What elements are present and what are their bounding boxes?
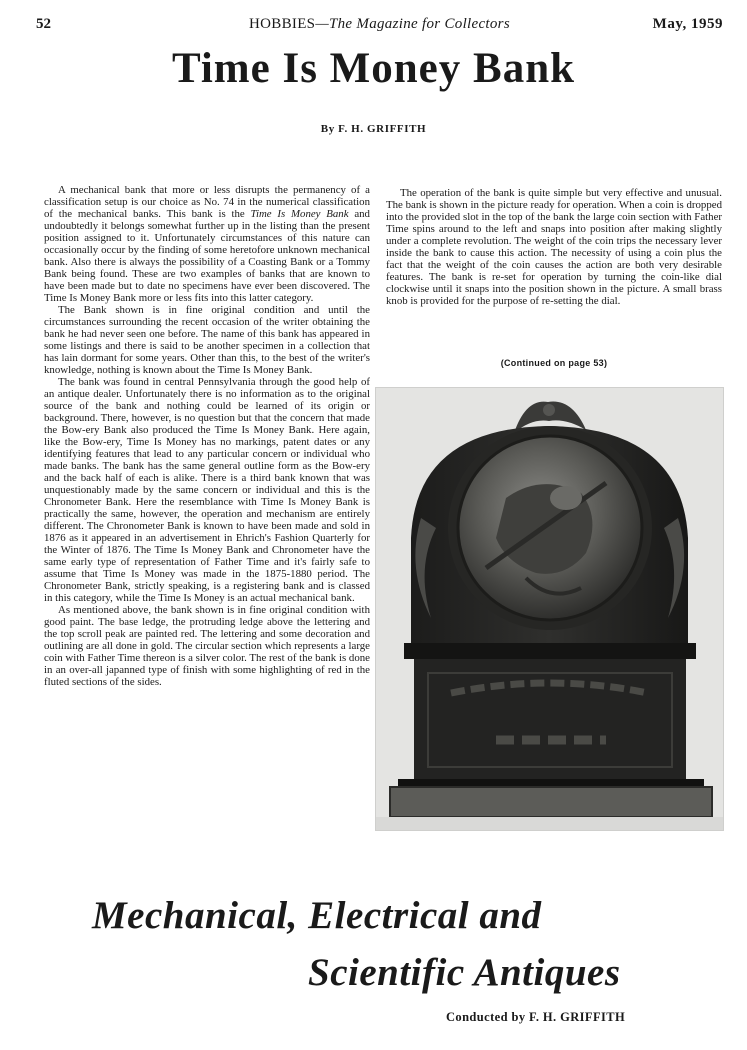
paragraph-text: and undoubtedly it belongs somewhat further up in the listing than the present position assigned to it. Unfortunately circumstances of this nature can occasionally occur by the finding of some heretofore unknown mechanical bank. Also there is always the possibility of a Coasting Bank or a Tommy Bank being found. These are two examples of banks that are known to have been made but to date no specimens have ever been discovered. The Time Is Money Bank more or less fits into this latter category. [44,208,370,304]
left-column [44,184,370,688]
paragraph-text: A mechanical bank that more or less disrupts the permanency of a classification setup is our choice as No. 74 in the numerical classification of the mechanical banks. This bank is the [44,184,370,220]
bank-name-emphasis: Time Is Money Bank [250,208,349,220]
continued-note: (Continued on page 53) [500,358,608,368]
page-number: 52 [36,16,51,32]
magazine-title: HOBBIES [249,16,316,32]
article-paragraph [44,184,370,304]
magazine-tagline: —The Magazine for Collectors [315,16,510,32]
article-title: Time Is Money Bank [171,45,576,92]
section-title-line-1: Mechanical, Electrical and [92,894,542,937]
section-title-line-2: Scientific Antiques [308,951,621,994]
article-paragraph: The bank was found in central Pennsylvania through the good help of an antique dealer. Unfortunately there is no information as to the original source of the bank and nothing could be learned of its origin or background. There, however, is no question but that the concern that made the Bow-ery Bank also produced the Time Is Money Bank. Here again, like the Bow-ery, Time Is Money has no markings, patent dates or any identifying features that lead to any particular concern or individual who made banks. The bank has the same general outline form as the Bow-ery and the back half of each is alike. There is a third bank known that was unquestionably made by the same concern or individual and this is the Chronometer Bank. Here the resemblance with Time Is Money Bank is practically the same, however, the operation and mechanism are entirely different. The Chronometer Bank is known to have been made and sold in 1876 as it appeared in an advertisement in Ehrich's Fashion Quarterly for the Winter of 1876. The Time Is Money Bank and Chronometer have the same early type of representation of Father Time and it's fairly safe to assume that Time Is Money was made in the 1875-1880 period. The Chronometer Bank, strictly speaking, is a registering bank and is classed in this category, while the Time Is Money is an actual mechanical bank. [44,376,370,604]
article-paragraph: As mentioned above, the bank shown is in fine original condition with good paint. The base ledge, the protruding ledge above the lettering and the top scroll peak are painted red. The lettering and some decoration and outlining are all done in gold. The circular section which represents a large coin with Father Time thereon is a silver color. The rest of the bank is done in an over-all japanned type of finish with some highlighting of red in the fluted sections of the sides. [44,604,370,688]
article-paragraph: The operation of the bank is quite simple but very effective and unusual. The bank is shown in the picture ready for operation. When a coin is dropped into the provided slot in the top of the bank the large coin section with Father Time spins around to the left and snaps into position after making slightly under a complete revolution. The weight of the coin trips the necessary lever inside the bank to cause this action. The necessity of using a coin plus the fact that the weight of the coin causes the action are both very desirable features. The bank is re-set for operation by turning the coin-like dial clockwise until it snaps into the position shown in the picture. A small brass knob is provided for the purpose of re-setting the dial. [386,187,722,307]
article-paragraph: The Bank shown is in fine original condition and until the circumstances surrounding the recent occasion of the writer obtaining the bank he had never seen one before. The name of this bank has appeared in some listings and there is said to be another specimen in a collection that has lain dormant for some years. Other than this, to the best of the writer's knowledge, nothing is known about the Time Is Money Bank. [44,304,370,376]
magazine-name [36,16,723,33]
bank-illustration [376,388,723,830]
section-conductor: Conducted by F. H. GRIFFITH [446,1010,626,1024]
article-byline: By F. H. GRIFFITH [320,123,427,135]
right-column [386,187,722,307]
bank-photograph [375,387,724,831]
running-header [36,16,723,36]
issue-date: May, 1959 [652,16,723,32]
